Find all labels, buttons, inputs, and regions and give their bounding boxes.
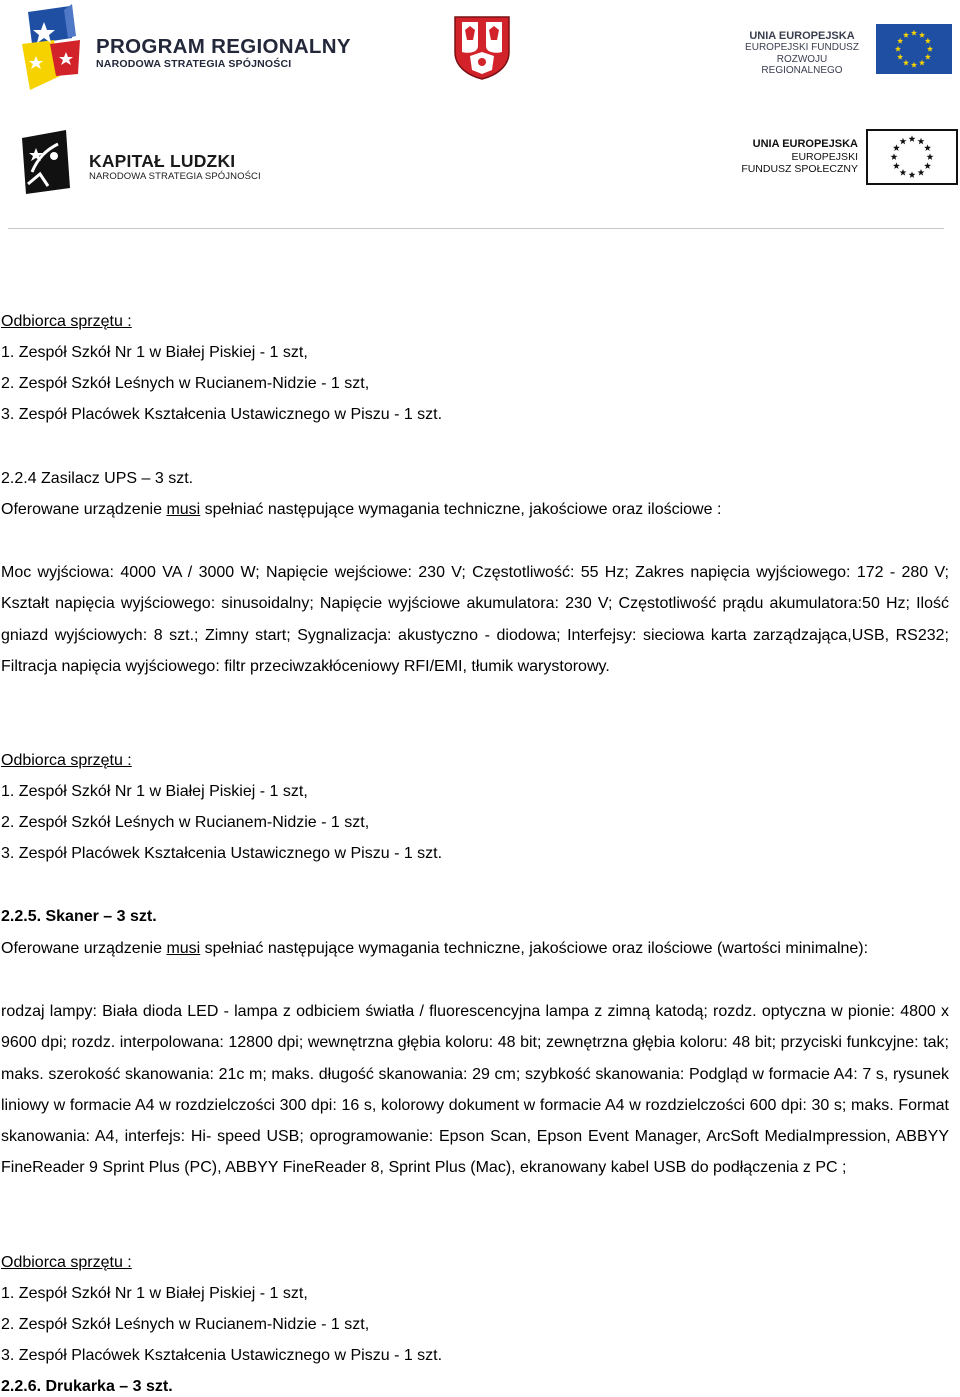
- recipient-1-2: 2. Zespół Szkół Leśnych w Rucianem-Nidzie - 1 szt,: [1, 375, 370, 392]
- kapital-ludzki-wordmark: [89, 152, 261, 183]
- ups-heading: 2.2.4 Zasilacz UPS – 3 szt.: [1, 470, 194, 487]
- recipient-3-1: 1. Zespół Szkół Nr 1 w Białej Piskiej - 1 szt,: [1, 1285, 308, 1302]
- recipient-3-3: 3. Zespół Placówek Kształcenia Ustawicznego w Piszu - 1 szt.: [1, 1347, 443, 1364]
- recipient-2-1: 1. Zespół Szkół Nr 1 w Białej Piskiej - 1 szt,: [1, 783, 308, 800]
- ue-efrr-line3: ROZWOJU REGIONALNEGO: [761, 53, 843, 76]
- coat-of-arms-icon: [454, 16, 510, 80]
- eu-flag-icon: [876, 24, 952, 74]
- ups-req-post: spełniać następujące wymagania techniczne, jakościowe oraz ilościowe :: [200, 501, 722, 518]
- skaner-req-musi: musi: [166, 940, 201, 957]
- recipient-1-3: 3. Zespół Placówek Kształcenia Ustawicznego w Piszu - 1 szt.: [1, 406, 443, 423]
- ups-requirements: [1, 500, 721, 520]
- recipient-2-2: 2. Zespół Szkół Leśnych w Rucianem-Nidzie - 1 szt,: [1, 814, 370, 831]
- ups-req-pre: Oferowane urządzenie: [1, 501, 167, 518]
- ue-efs-line1: UNIA EUROPEJSKA: [752, 138, 858, 150]
- program-regionalny-logo: [20, 4, 96, 92]
- recipients-label-2: Odbiorca sprzętu :: [1, 752, 132, 769]
- recipient-2-3: 3. Zespół Placówek Kształcenia Ustawicznego w Piszu - 1 szt.: [1, 845, 443, 862]
- program-regionalny-wordmark: [96, 36, 351, 71]
- ue-efrr-label: [736, 30, 868, 77]
- ups-req-musi: musi: [166, 501, 201, 518]
- ue-efs-line3: FUNDUSZ SPOŁECZNY: [741, 163, 858, 175]
- program-regionalny-title: PROGRAM REGIONALNY: [96, 35, 351, 58]
- document-header: [0, 0, 960, 232]
- ue-efs-line2: EUROPEJSKI: [791, 150, 858, 163]
- ups-spec: Moc wyjściowa: 4000 VA / 3000 W; Napięcie wejściowe: 230 V; Częstotliwość: 55 Hz; Zakres napięcia wyjściowego: 172 - 280 V; Kształt napięcia wyjściowego: sinusoidalny; Napięcie wyjściowe akumulatora: 230 V; Częstotliwość prądu akumulatora:50 Hz; Ilość gniazd wyjściowych: 8 szt.; Zimny start; Sygnalizacja: akustyczno - diodowa; Interfejsy: sieciowa karta zarządzająca,USB, RS232; Filtracja napięcia wyjściowego: filtr przeciwzakłóceniowy RFI/EMI, tłumik warystorowy.: [1, 564, 949, 675]
- ue-efrr-line1: UNIA EUROPEJSKA: [749, 30, 855, 42]
- drukarka-heading: 2.2.6. Drukarka – 3 szt.: [1, 1378, 173, 1395]
- recipients-label-3: Odbiorca sprzętu :: [1, 1254, 132, 1271]
- kapital-ludzki-subtitle: NARODOWA STRATEGIA SPÓJNOŚCI: [89, 171, 261, 182]
- header-divider: [8, 228, 944, 229]
- recipients-label-1: Odbiorca sprzętu :: [1, 313, 132, 330]
- skaner-req-pre: Oferowane urządzenie: [1, 940, 167, 957]
- recipient-3-2: 2. Zespół Szkół Leśnych w Rucianem-Nidzie - 1 szt,: [1, 1316, 370, 1333]
- skaner-heading: 2.2.5. Skaner – 3 szt.: [1, 908, 157, 925]
- ue-efs-label: [726, 138, 858, 176]
- skaner-req-post: spełniać następujące wymagania techniczne, jakościowe oraz ilościowe (wartości minimalne):: [200, 940, 869, 957]
- eu-flag-bw-icon: [866, 129, 958, 185]
- kapital-ludzki-title: KAPITAŁ LUDZKI: [89, 151, 236, 171]
- recipient-1-1: 1. Zespół Szkół Nr 1 w Białej Piskiej - 1 szt,: [1, 344, 308, 361]
- skaner-spec: rodzaj lampy: Biała dioda LED - lampa z odbiciem światła / fluorescencyjna lampa z zimną katodą; rozdz. optyczna w pionie: 4800 x 9600 dpi; rozdz. interpolowana: 12800 dpi; wewnętrzna głębia koloru: 48 bit; zewnętrzna głębia koloru: 48 bit; przyciski funkcyjne: tak; maks. szerokość skanowania: 21c m; maks. długość skanowania: 29 cm; szybkość skanowania: Podgląd w formacie A4: 7 s, rysunek liniowy w formacie A4 w rozdzielczości 300 dpi: 16 s, kolorowy dokument w formacie A4 w rozdzielczości 600 dpi: 30 s; maks. Format skanowania: A4, interfejs: Hi- speed USB; oprogramowanie: Epson Scan, Epson Event Manager, ArcSoft MediaImpression, ABBYY FineReader 9 Sprint Plus (PC), ABBYY FineReader 8, Sprint Plus (Mac), ekranowany kabel USB do podłączenia z PC ;: [1, 1003, 949, 1177]
- program-regionalny-subtitle: NARODOWA STRATEGIA SPÓJNOŚCI: [96, 58, 292, 70]
- skaner-requirements: [1, 933, 949, 964]
- ue-efrr-line2: EUROPEJSKI FUNDUSZ: [745, 42, 859, 53]
- kapital-ludzki-logo: [18, 128, 72, 196]
